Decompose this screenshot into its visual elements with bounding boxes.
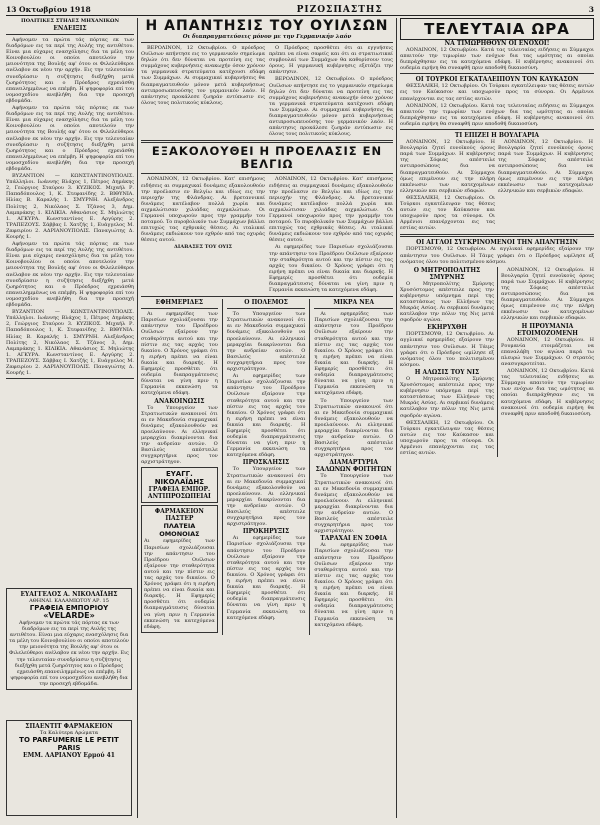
column-4b-lower: [501, 267, 594, 457]
heading-caucasus: ΟΙ ΤΟΥΡΚΟΙ ΕΓΚΑΤΑΛΕΙΠΟΥΝ ΤΟΝ ΚΑΥΚΑΣΟΝ: [415, 76, 579, 84]
article-belgium-right: ΛΟΝΔΙΝΟΝ, 12 Οκτωβρίου. Κατ' επισήμους ειδήσεις αι συμμαχικαί δυνάμεις εξακολουθούν την προέλασιν εν Βελγίω και ιδίως εις την περιοχήν της Φλάνδρας. Αι βρεταννικαί δυνάμεις κατέλαβον πολλά χωρία και αιχμαλώτισαν χιλιάδας αιχμαλώτων. Οι Γερμανοί υποχωρούν προς την γραμμήν του ποταμού. Το πυροβολικόν των Συμμάχων βάλλει επιτυχώς τας εχθρικάς θέσεις. Αι ιταλικαί δυνάμεις εκδιώκουν τον εχθρόν από τας οχυράς θέσεις αυτού. Αι εφημερίδες των Παρισίων σχολιάζουσαι την απάντησιν του Προέδρου Ουίλσων εξαίρουν την σταθερότητα αυτού και την πίστιν εις τας αρχάς του δικαίου. Ο Χρόνος γράφει ότι η ειρήνη πρέπει να είναι δικαία και διαρκής. Η Εφημερίς προσθέτει ότι ουδεμία διαπραγμάτευσις δύναται να γίνη πριν η Γερμανία εκκενώση τα κατεχόμενα εδάφη.: [269, 176, 393, 294]
column-left: [6, 18, 134, 818]
advert-heading: ΦΑΡΜΑΚΕΙΟΝ ΠΑΣΤΕΡ: [154, 508, 204, 523]
article-romania: ΛΟΝΔΙΝΟΝ, 12 Οκτωβρίου. Η Ρουμανία ετοιμάζεται να επαναλάβη τον αγώνα παρά τω πλευρώ των Συμμάχων. Ο στρατός ανασυγκροτείται. ΛΟΝΔΙΝΟΝ, 12 Οκτωβρίου. Κατά τας τελευταίας ειδήσεις αι Σύμμαχοι απαιτούν την τιμωρίαν των ενόχων δια τας ωμότητας αι οποίαι διεπράχθησαν εις τα κατεχόμενα εδάφη. Η κυβέρνησις ανακοινοί ότι ουδεμία ειρήνη θα συναφθή πριν αποδοθή δικαιοσύνη.: [500, 336, 594, 417]
advert-address: ΕΜΜ. ΛΑΡΙΑΝΟΥ Ερμού 41: [23, 752, 115, 759]
article-proskliseis: Το Υπουργείον των Στρατιωτικών ανακοινοί ότι αι εν Μακεδονία συμμαχικαί δυνάμεις εξακολουθούν να προελαύνουν. Αι ελληνικαί μεραρχίαι διακρίνονται δια την ανδρείαν αυτών. Ο Βασιλεύς απέστειλε συγχαρητήρια προς τον αρχιστράτηγον.: [226, 466, 306, 528]
advert-nikolaidis: [6, 588, 132, 690]
heading-nis: Η ΑΛΩΣΙΣ ΤΟΥ ΝΙΣ: [414, 368, 480, 376]
heading-english: ΟΙ ΑΓΓΛΟΙ ΣΥΓΚΡΙΝΟΜΕΝΟΙ ΤΗΝ ΑΠΑΝΤΗΣΙΝ: [416, 239, 578, 247]
advert-heading: ΕΥΑΓΓ. ΝΙΚΟΛΑΪΔΗΣ: [154, 470, 205, 487]
heading-diamartyria: ΔΙΑΜΑΡΤΥΡΙΑ ΣΑΛΩΝΩΝ ΦΟΙΤΗΤΩΝ: [315, 459, 392, 474]
advert-text: Αφήνομεν τα πρώτα τάς πόρτας εκ των διαδρόμων εις τα περί της Αυλής της αντιθέτου. Είναι μια εύχαρις ενασχόλησις δια τα μέλη του Κοινοβουλίου οι οποίοι αποτελούν την μειονότητα της Βουλής αφ' ότου οι Φιλελεύθεροι ανέλαβον εκ νέου την αρχήν. Εις την τελευταίαν συνεδρίασιν η συζήτησις διεξήχθη μετά ζωηρότητος και ο Πρόεδρος εχρειάσθη επανειλημμένως να επέμβη. Η ψηφοφορία επί του νομοσχεδίου ανεβλήθη δια την προσεχή εβδομάδα.: [9, 620, 129, 687]
advert-pharmacy: [141, 505, 218, 632]
advert-parfumerie: [6, 720, 132, 816]
heading-efimerides: ΕΦΗΜΕΡΙΔΕΣ: [155, 299, 204, 307]
newspaper-name: ΡΙΖΟΣΠΑΣΤΗΣ: [296, 4, 383, 15]
column-pretitle: ΠΟΛΙΤΙΚΕΣ ΣΤΗΛΕΣ ΜΗΧΑΝΙΚΩΝ: [20, 18, 120, 24]
article-mikra-nea: Αι εφημερίδες των Παρισίων σχολιάζουσαι την απάντησιν του Προέδρου Ουίλσων εξαίρουν την σταθερότητα αυτού και την πίστιν εις τας αρχάς του δικαίου. Ο Χρόνος γράφει ότι η ειρήνη πρέπει να είναι δικαία και διαρκής. Η Εφημερίς προσθέτει ότι ουδεμία διαπραγμάτευσις δύναται να γίνη πριν η Γερμανία εκκενώση τα κατεχόμενα εδάφη. Το Υπουργείον των Στρατιωτικών ανακοινοί ότι αι εν Μακεδονία συμμαχικαί δυνάμεις εξακολουθούν να προελαύνουν. Αι ελληνικαί μεραρχίαι διακρίνονται δια την ανδρείαν αυτών. Ο Βασιλεύς απέστειλε συγχαρητήρια προς τον αρχιστράτηγον.: [314, 311, 393, 459]
column-3a-lower: [227, 299, 306, 635]
issue-date: 13 Οκτωβρίου 1918: [6, 5, 91, 14]
heading-punish: ΝΑ ΤΙΜΩΡΗΘΟΥΝ ΟΙ ΕΝΟΧΟΙ!: [444, 40, 550, 47]
heading-mikra-nea: ΜΙΚΡΑ ΝΕΑ: [333, 299, 374, 307]
article-tarachai: Αι εφημερίδες των Παρισίων σχολιάζουσαι την απάντησιν του Προέδρου Ουίλσων εξαίρουν την σταθερότητα αυτού και την πίστιν εις τας αρχάς του δικαίου. Ο Χρόνος γράφει ότι η ειρήνη πρέπει να είναι δικαία και διαρκής. Η Εφημερίς προσθέτει ότι ουδεμία διαπραγμάτευσις δύναται να γίνη πριν η Γερμανία εκκενώση τα κατεχόμενα εδάφη.: [314, 542, 393, 628]
headline-belgium: ΕΞΑΚΟΛΟΥΘΕΙ Η ΠΡΟΕΛΑΣΙΣ ΕΝ ΒΕΛΓΙΩ: [151, 144, 383, 172]
article-wilson-right: Ο Πρόεδρος προσθέτει ότι αι εγγυήσεις πρέπει να είναι σαφείς και ότι αι στρατιωτικαί συμβουλαί των Συμμάχων θα καθορίσουν τους όρους. Η γερμανική κυβέρνησις εξετάζει την απάντησιν. ΒΕΡΟΛΙΝΟΝ, 12 Οκτωβρίου. Ο πρόεδρος Ουίλσων απήντησε εις το γερμανικόν σημείωμα δηλών ότι δεν δύναται να προτείνη εις τας συμμάχους κυβερνήσεις ανακωχήν όσον χρόνον τα γερμανικά στρατεύματα κατέχουσι εδάφη των Συμμάχων. Αι συμμαχικαί κυβερνήσεις θα διαπραγματευθούν μόνον μετά κυβερνήσεως αντιπροσωπευούσης τον γερμανικόν λαόν. Η απάντησις προκάλεσε ζωηράν εντύπωσιν εις όλους τους πολιτικούς κύκλους.: [269, 45, 393, 138]
column-center: [141, 18, 393, 818]
heading-romania: Η ΠΡΟΥΜΑΝΙΑ ΕΤΟΙΜΟΖΟΜΕΝΗ: [517, 322, 578, 337]
article-polemos: Το Υπουργείον των Στρατιωτικών ανακοινοί ότι αι εν Μακεδονία συμμαχικαί δυνάμεις εξακολουθούν να προελαύνουν. Αι ελληνικαί μεραρχίαι διακρίνονται δια την ανδρείαν αυτών. Ο Βασιλεύς απέστειλε συγχαρητήρια προς τον αρχιστράτηγον. Αι εφημερίδες των Παρισίων σχολιάζουσαι την απάντησιν του Προέδρου Ουίλσων εξαίρουν την σταθερότητα αυτού και την πίστιν εις τας αρχάς του δικαίου. Ο Χρόνος γράφει ότι η ειρήνη πρέπει να είναι δικαία και διαρκής. Η Εφημερίς προσθέτει ότι ουδεμία διαπραγμάτευσις δύναται να γίνη πριν η Γερμανία εκκενώση τα κατεχόμενα εδάφη.: [226, 311, 306, 459]
article-bulgaria-right: ΛΟΝΔΙΝΟΝ, 12 Οκτωβρίου. Η Βουλγαρία ζητεί ευνοϊκούς όρους παρά των Συμμάχων. Η κυβέρνησις της Σόφιας απέστειλε αντιπροσώπους δια να διαπραγματευθούν. Αι Σύμμαχοι όμως επιμένουν εις την πλήρη εκκένωσιν των κατεχομένων ελληνικών και σερβικών εδαφών.: [498, 139, 593, 194]
advert-brand: «VELARDE»: [43, 611, 95, 620]
column-4a-lower: [400, 267, 494, 457]
advert-heading: ΓΡΑΦΕΙΑ ΕΜΠΟΡΙΟΥ: [29, 604, 109, 612]
article-bulgaria-left: ΛΟΝΔΙΝΟΝ, 12 Οκτωβρίου. Η Βουλγαρία ζητεί ευνοϊκούς όρους παρά των Συμμάχων. Η κυβέρνησις της Σόφιας απέστειλε αντιπροσώπους δια να διαπραγματευθούν. Αι Σύμμαχοι όμως επιμένουν εις την πλήρη εκκένωσιν των κατεχομένων ελληνικών και σερβικών εδαφών. ΘΕΣΣΑΛΙΚΗ, 12 Οκτωβρίου. Οι Τούρκοι εγκατέλειψαν τας θέσεις αυτών εις τον Καύκασον και υποχωρούν προς τα σύνορα. Οι Αρμένιοι επανέρχονται εις τας εστίας αυτών.: [400, 139, 495, 232]
heading-anakoinosis: ΑΝΑΚΟΙΝΩΣΙΣ: [154, 397, 205, 405]
heading-polemos: Ο ΠΟΛΕΜΟΣ: [244, 299, 288, 307]
advert-text: Αι εφημερίδες των Παρισίων σχολιάζουσαι την απάντησιν του Προέδρου Ουίλσων εξαίρουν την σταθερότητα αυτού και την πίστιν εις τας αρχάς του δικαίου. Ο Χρόνος γράφει ότι η ειρήνη πρέπει να είναι δικαία και διαρκής. Η Εφημερίς προσθέτει ότι ουδεμία διαπραγμάτευσις δύναται να γίνη πριν η Γερμανία εκκενώση τα κατεχόμενα εδάφη.: [144, 538, 215, 630]
article-prokirixis: Αι εφημερίδες των Παρισίων σχολιάζουσαι την απάντησιν του Προέδρου Ουίλσων εξαίρουν την σταθερότητα αυτού και την πίστιν εις τας αρχάς του δικαίου. Ο Χρόνος γράφει ότι η ειρήνη πρέπει να είναι δικαία και διαρκής. Η Εφημερίς προσθέτει ότι ουδεμία διαπραγμάτευσις δύναται να γίνη πριν η Γερμανία εκκενώση τα κατεχόμενα εδάφη.: [226, 535, 306, 621]
subheadline-wilson: Οι διαπραγματεύσεις μόνον με την Γερμανικήν λαόν: [182, 34, 352, 40]
headline-last-hour: ΤΕΛΕΥΤΑΙΑ ΩΡΑ: [400, 18, 594, 40]
headline-wilson: Η ΑΠΑΝΤΗΣΙΣ ΤΟΥ ΟΥΙΛΣΩΝ: [145, 18, 389, 34]
article-wilson-left: ΒΕΡΟΛΙΝΟΝ, 12 Οκτωβρίου. Ο πρόεδρος Ουίλσων απήντησε εις το γερμανικόν σημείωμα δηλών ότι δεν δύναται να προτείνη εις τας συμμάχους κυβερνήσεις ανακωχήν όσον χρόνον τα γερμανικά στρατεύματα κατέχουσι εδάφη των Συμμάχων. Αι συμμαχικαί κυβερνήσεις θα διαπραγματευθούν μόνον μετά κυβερνήσεως αντιπροσωπευούσης τον γερμανικόν λαόν. Η απάντησις προκάλεσε ζωηράν εντύπωσιν εις όλους τους πολιτικούς κύκλους.: [141, 45, 265, 106]
heading-declared: ΕΚΗΡΥΧΘΗ: [427, 324, 467, 332]
article-declared: ΠΟΡΤΣΜΟΥΘ, 12 Οκτωβρίου. Αι αγγλικαί εφημερίδες εξαίρουν την απάντησιν του Ουίλσων. Η Τάιμς γράφει ότι ο Πρόεδρος ωμίλησε εξ ονόματος όλου του πολιτισμένου κόσμου.: [400, 331, 494, 368]
advert-subtitle: ΓΡΑΦΕΙΑ ΕΜΠΟΡ. ΑΝΤΙΠΡΟΣΩΠΕΙΑΙ: [147, 486, 211, 501]
article-nis: Ο Μητροπολίτης Σμύρνης Χρυσόστομος απέστειλε προς την κυβέρνησιν υπόμνημα περί της καταστάσεως των Ελλήνων της Μικράς Ασίας. Αι σερβικαί δυνάμεις κατέλαβον την πόλιν της Νις μετά σφοδρόν αγώνα. ΘΕΣΣΑΛΙΚΗ, 12 Οκτωβρίου. Οι Τούρκοι εγκατέλειψαν τας θέσεις αυτών εις τον Καύκασον και υποχωρούν προς τα σύνορα. Οι Αρμένιοι επανέρχονται εις τας εστίας αυτών.: [400, 375, 494, 457]
heading-bulgaria: ΤΙ ΕΠΙΖΕΙ Η ΒΟΥΛΓΑΡΙΑ: [454, 132, 540, 140]
article-anakoinosis: Το Υπουργείον των Στρατιωτικών ανακοινοί ότι αι εν Μακεδονία συμμαχικαί δυνάμεις εξακολουθούν να προελαύνουν. Αι ελληνικαί μεραρχίαι διακρίνονται δια την ανδρείαν αυτών. Ο Βασιλεύς απέστειλε συγχαρητήρια προς τον αρχιστράτηγον.: [141, 404, 218, 466]
heading-smyrna: Ο ΜΗΤΡΟΠΟΛΙΤΗΣ ΣΜΥΡΝΗΣ: [413, 266, 481, 281]
advert-title: ΕΥΑΓΓΕΛΟΣ Α. ΝΙΚΟΛΑΪΔΗΣ: [20, 591, 118, 598]
article-diamartyria: Το Υπουργείον των Στρατιωτικών ανακοινοί ότι αι εν Μακεδονία συμμαχικαί δυνάμεις εξακολουθούν να προελαύνουν. Αι ελληνικαί μεραρχίαι διακρίνονται δια την ανδρείαν αυτών. Ο Βασιλεύς απέστειλε συγχαρητήρια προς τον αρχιστράτηγον.: [314, 473, 393, 535]
advert-subtitle: Τα Καλύτερα Αρώματα: [39, 730, 99, 736]
masthead: [6, 4, 594, 16]
column-3b-lower: [314, 299, 393, 635]
article-text: Αφήνομεν τα πρώτα τάς πόρτας εκ των διαδρόμων εις τα περί της Αυλής της αντιθέτου. Είναι μια εύχαρις ενασχόλησις δια τα μέλη του Κοινοβουλίου οι οποίοι αποτελούν την μειονότητα της Βουλής αφ' ότου οι Φιλελεύθεροι ανέλαβον εκ νέου την αρχήν. Εις την τελευταίαν συνεδρίασιν η συζήτησις διεξήχθη μετά ζωηρότητος και ο Πρόεδρος εχρειάσθη επανειλημμένως να επέμβη. Η ψηφοφορία επί του νομοσχεδίου ανεβλήθη δια την προσεχή εβδομάδα. Αφήνομεν τα πρώτα τάς πόρτας εκ των διαδρόμων εις τα περί της Αυλής της αντιθέτου. Είναι μια εύχαρις ενασχόλησις δια τα μέλη του Κοινοβουλίου οι οποίοι αποτελούν την μειονότητα της Βουλής αφ' ότου οι Φιλελεύθεροι ανέλαβον εκ νέου την αρχήν. Εις την τελευταίαν συνεδρίασιν η συζήτησις διεξήχθη μετά ζωηρότητος και ο Πρόεδρος εχρειάσθη επανειλημμένως να επέμβη. Η ψηφοφορία επί του νομοσχεδίου ανεβλήθη δια την προσεχή εβδομάδα. ΒΥΖΑΝΤΙΟΝ — ΚΩΝΣΤΑΝΤΙΝΟΥΠΟΛΙΣ. Υπάλληλοι. Ιωάννης Βλάχος 1, Πέτρος Δημάκης 2, Γεώργιος Σταύρου 3. ΚΥΖΙΚΟΣ. Μιχαήλ Ρ. Παπαδόπουλος 1, Κ. Στεφανίδης 2. ΒΙΘΥΝΙΑ. Ηλίας Β. Καραλής 1. ΣΜΥΡΝΗ. Αλεξάνδρος Πολίτης 2, Νικόλαος Σ. Τζάνος 3, Δημ. Λαμπράκης 1. ΚΙΛΙΚΙΑ. Αθανάσιος Σ. Μηλιώτης 1. ΑΓΚΥΡΑ. Κωνσταντίνος Ε. Αργύρης 2. ΤΡΑΠΕΖΟΥΣ. Σάββας Ι. Χατζής 1, Ευάγγελος Μ. Ζαφειρίου 2. ΑΔΡΙΑΝΟΥΠΟΛΙΣ. Παναγιώτης Δ. Κουρής 1. Αφήνομεν τα πρώτα τάς πόρτας εκ των διαδρόμων εις τα περί της Αυλής της αντιθέτου. Είναι μια εύχαρις ενασχόλησις δια τα μέλη του Κοινοβουλίου οι οποίοι αποτελούν την μειονότητα της Βουλής αφ' ότου οι Φιλελεύθεροι ανέλαβον εκ νέου την αρχήν. Εις την τελευταίαν συνεδρίασιν η συζήτησις διεξήχθη μετά ζωηρότητος και ο Πρόεδρος εχρειάσθη επανειλημμένως να επέμβη. Η ψηφοφορία επί του νομοσχεδίου ανεβλήθη δια την προσεχή εβδομάδα. ΒΥΖΑΝΤΙΟΝ — ΚΩΝΣΤΑΝΤΙΝΟΥΠΟΛΙΣ. Υπάλληλοι. Ιωάννης Βλάχος 1, Πέτρος Δημάκης 2, Γεώργιος Σταύρου 3. ΚΥΖΙΚΟΣ. Μιχαήλ Ρ. Παπαδόπουλος 1, Κ. Στεφανίδης 2. ΒΙΘΥΝΙΑ. Ηλίας Β. Καραλής 1. ΣΜΥΡΝΗ. Αλεξάνδρος Πολίτης 2, Νικόλαος Σ. Τζάνος 3, Δημ. Λαμπράκης 1. ΚΙΛΙΚΙΑ. Αθανάσιος Σ. Μηλιώτης 1. ΑΓΚΥΡΑ. Κωνσταντίνος Ε. Αργύρης 2. ΤΡΑΠΕΖΟΥΣ. Σάββας Ι. Χατζής 1, Ευάγγελος Μ. Ζαφειρίου 2. ΑΔΡΙΑΝΟΥΠΟΛΙΣ. Παναγιώτης Δ. Κουρής 1.: [6, 37, 134, 377]
article-caucasus: ΘΕΣΣΑΛΙΚΗ, 12 Οκτωβρίου. Οι Τούρκοι εγκατέλειψαν τας θέσεις αυτών εις τον Καύκασον και υποχωρούν προς τα σύνορα. Οι Αρμένιοι επανέρχονται εις τας εστίας αυτών. ΛΟΝΔΙΝΟΝ, 12 Οκτωβρίου. Κατά τας τελευταίας ειδήσεις αι Σύμμαχοι απαιτούν την τιμωρίαν των ενόχων δια τας ωμότητας αι οποίαι διεπράχθησαν εις τα κατεχόμενα εδάφη. Η κυβέρνησις ανακοινοί ότι ουδεμία ειρήνη θα συναφθή πριν αποδοθή δικαιοσύνη.: [400, 83, 594, 127]
advert-address: ΠΛΑΤΕΙΑ ΟΜΟΝΟΙΑΣ: [159, 522, 200, 539]
section-title: ΕΝΔΕΙΞΙΣ: [53, 25, 87, 32]
advert-address: ΑΘΗΝΑΙ. ΚΑΛΑΜΙΩΤΟΥ ΑΡ. 15: [29, 598, 109, 604]
heading-prokirixis: ΠΡΟΚΗΡΥΞΙΣ: [242, 528, 290, 536]
page-number: 3: [588, 5, 594, 14]
heading-proskliseis: ΠΡΟΣΚΛΗΣΙΣ: [242, 459, 290, 467]
advert-nikolaidis-2: [141, 467, 218, 503]
article-continued: ΛΟΝΔΙΝΟΝ, 12 Οκτωβρίου. Η Βουλγαρία ζητεί ευνοϊκούς όρους παρά των Συμμάχων. Η κυβέρνησις της Σόφιας απέστειλε αντιπροσώπους δια να διαπραγματευθούν. Αι Σύμμαχοι όμως επιμένουν εις την πλήρη εκκένωσιν των κατεχομένων ελληνικών και σερβικών εδαφών.: [500, 266, 594, 322]
column-right: [400, 18, 594, 818]
column-2-lower: [141, 299, 218, 635]
article-punish: ΛΟΝΔΙΝΟΝ, 12 Οκτωβρίου. Κατά τας τελευταίας ειδήσεις αι Σύμμαχοι απαιτούν την τιμωρίαν των ενόχων δια τας ωμότητας αι οποίαι διεπράχθησαν εις τα κατεχόμενα εδάφη. Η κυβέρνησις ανακοινοί ότι ουδεμία ειρήνη θα συναφθή πριν αποδοθή δικαιοσύνη.: [400, 47, 594, 72]
article-smyrna: Ο Μητροπολίτης Σμύρνης Χρυσόστομος απέστειλε προς την κυβέρνησιν υπόμνημα περί της καταστάσεως των Ελλήνων της Μικράς Ασίας. Αι σερβικαί δυνάμεις κατέλαβον την πόλιν της Νις μετά σφοδρόν αγώνα.: [400, 280, 494, 324]
columns: [6, 18, 594, 818]
article-english: ΠΟΡΤΣΜΟΥΘ, 12 Οκτωβρίου. Αι αγγλικαί εφημερίδες εξαίρουν την απάντησιν του Ουίλσων. Η Τάιμς γράφει ότι ο Πρόεδρος ωμίλησε εξ ονόματος όλου του πολιτισμένου κόσμου.: [400, 246, 594, 265]
article-belgium-left: ΛΟΝΔΙΝΟΝ, 12 Οκτωβρίου. Κατ' επισήμους ειδήσεις αι συμμαχικαί δυνάμεις εξακολουθούν την προέλασιν εν Βελγίω και ιδίως εις την περιοχήν της Φλάνδρας. Αι βρεταννικαί δυνάμεις κατέλαβον πολλά χωρία και αιχμαλώτισαν χιλιάδας αιχμαλώτων. Οι Γερμανοί υποχωρούν προς την γραμμήν του ποταμού. Το πυροβολικόν των Συμμάχων βάλλει επιτυχώς τας εχθρικάς θέσεις. Αι ιταλικαί δυνάμεις εκδιώκουν τον εχθρόν από τας οχυράς θέσεις αυτού. ΔΙΑΒΑΣΕΣ ΤΟΥ ΟΥΙΣ: [141, 176, 265, 251]
small-heading: ΔΙΑΒΑΣΕΣ ΤΟΥ ΟΥΙΣ: [173, 244, 232, 251]
advert-title: ΣΠΑΕΝΤΙΤ ΦΑΡΜΑΚΕΙΟΝ: [25, 723, 113, 730]
article-efimerides: Αι εφημερίδες των Παρισίων σχολιάζουσαι την απάντησιν του Προέδρου Ουίλσων εξαίρουν την σταθερότητα αυτού και την πίστιν εις τας αρχάς του δικαίου. Ο Χρόνος γράφει ότι η ειρήνη πρέπει να είναι δικαία και διαρκής. Η Εφημερίς προσθέτει ότι ουδεμία διαπραγμάτευσις δύναται να γίνη πριν η Γερμανία εκκενώση τα κατεχόμενα εδάφη.: [141, 311, 218, 397]
heading-tarachai: ΤΑΡΑΧΑΙ ΕΝ ΣΟΦΙΑ: [320, 535, 388, 543]
advert-heading: TO PARFUMERIE LE PETIT PARIS: [19, 736, 119, 752]
